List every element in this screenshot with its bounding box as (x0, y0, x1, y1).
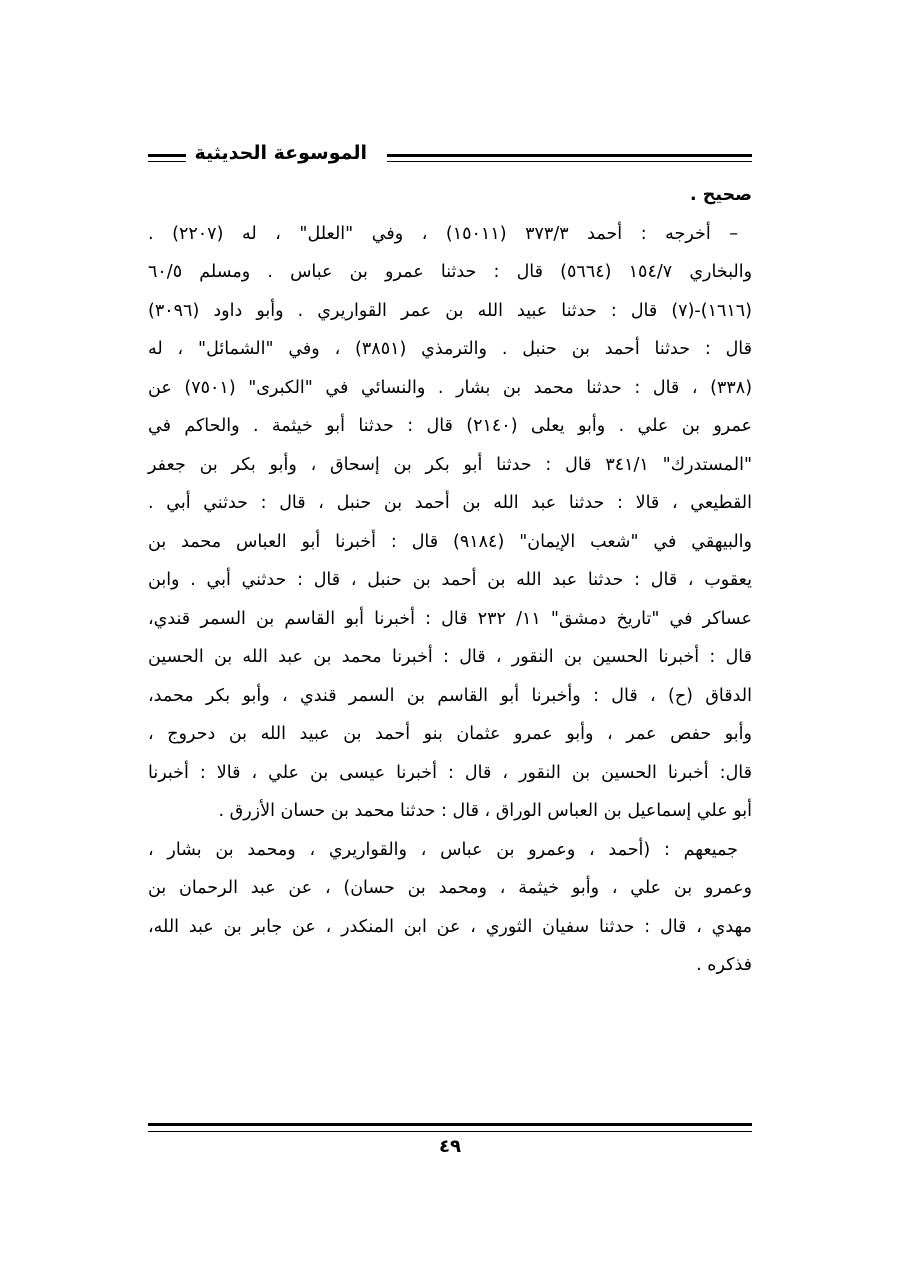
text-line: والبيهقي في "شعب الإيمان" (٩١٨٤) قال : أخبرنا أبو العباس محمد بن (148, 531, 752, 552)
text-line: الدقاق (ح) ، قال : وأخبرنا أبو القاسم بن السمر قندي ، وأبو بكر محمد، (148, 685, 752, 706)
text-line: قال : أخبرنا الحسين بن النقور ، قال : أخبرنا محمد بن عبد الله بن الحسين (148, 647, 752, 667)
grade-line: صحيح . (689, 185, 752, 205)
text-line: جميعهم : (أحمد ، وعمرو بن عباس ، والقواريري ، ومحمد بن بشار ، (148, 839, 738, 860)
header-title: الموسوعة الحديثية (194, 142, 367, 164)
text-line: (٣٣٨) ، قال : حدثنا محمد بن بشار . والنسائي في "الكبرى" (٧٥٠١) عن (148, 377, 753, 398)
text-line: عساكر في "تاريخ دمشق" ١١/ ٢٣٢ قال : أخبرنا أبو القاسم بن السمر قندي، (148, 608, 752, 629)
text-line: (١٦١٦)-(٧) قال : حدثنا عبيد الله بن عمر القواريري . وأبو داود (٣٠٩٦) (148, 300, 752, 321)
text-line: وعمرو بن علي ، وأبو خيثمة ، ومحمد بن حسان) ، عن عبد الرحمان بن (148, 878, 752, 898)
text-line: وأبو حفص عمر ، وأبو عمرو عثمان بنو أحمد بن عبيد الله بن دحروج ، (148, 724, 752, 744)
text-line: قال: أخبرنا الحسين بن النقور ، قال : أخبرنا عيسى بن علي ، قالا : أخبرنا (148, 762, 752, 783)
text-line: أبو علي إسماعيل بن العباس الوراق ، قال : حدثنا محمد بن حسان الأزرق . (218, 801, 752, 821)
text-line: عمرو بن علي . وأبو يعلى (٢١٤٠) قال : حدثنا أبو خيثمة . والحاكم في (148, 416, 752, 436)
text-line: يعقوب ، قال : حدثنا عبد الله بن أحمد بن حنبل ، قال : حدثني أبي . وابن (148, 570, 752, 590)
text-line: "المستدرك" ٣٤١/١ قال : حدثنا أبو بكر بن إسحاق ، وأبو بكر بن جعفر (148, 454, 752, 475)
text-line: والبخاري ١٥٤/٧ (٥٦٦٤) قال : حدثنا عمرو بن عباس . ومسلم ٦٠/٥ (148, 262, 753, 282)
header-rule-left (148, 154, 186, 162)
header-rule-right (387, 154, 752, 162)
text-line: قال : حدثنا أحمد بن حنبل . والترمذي (٣٨٥١) ، وفي "الشمائل" ، له (148, 339, 752, 359)
body-text (148, 176, 752, 985)
text-line: – أخرجه : أحمد ٣٧٣/٣ (١٥٠١١) ، وفي "العلل" ، له (٢٢٠٧) . (148, 223, 739, 244)
text-line: القطيعي ، قالا : حدثنا عبد الله بن أحمد بن حنبل ، قال : حدثني أبي . (148, 493, 752, 513)
text-line: مهدي ، قال : حدثنا سفيان الثوري ، عن ابن المنكدر ، عن جابر بن عبد الله، (148, 916, 752, 937)
footer-rule (148, 1123, 752, 1132)
text-line: فذكره . (696, 955, 752, 975)
page-number: ٤٩ (439, 1136, 461, 1157)
page-header (148, 140, 752, 176)
